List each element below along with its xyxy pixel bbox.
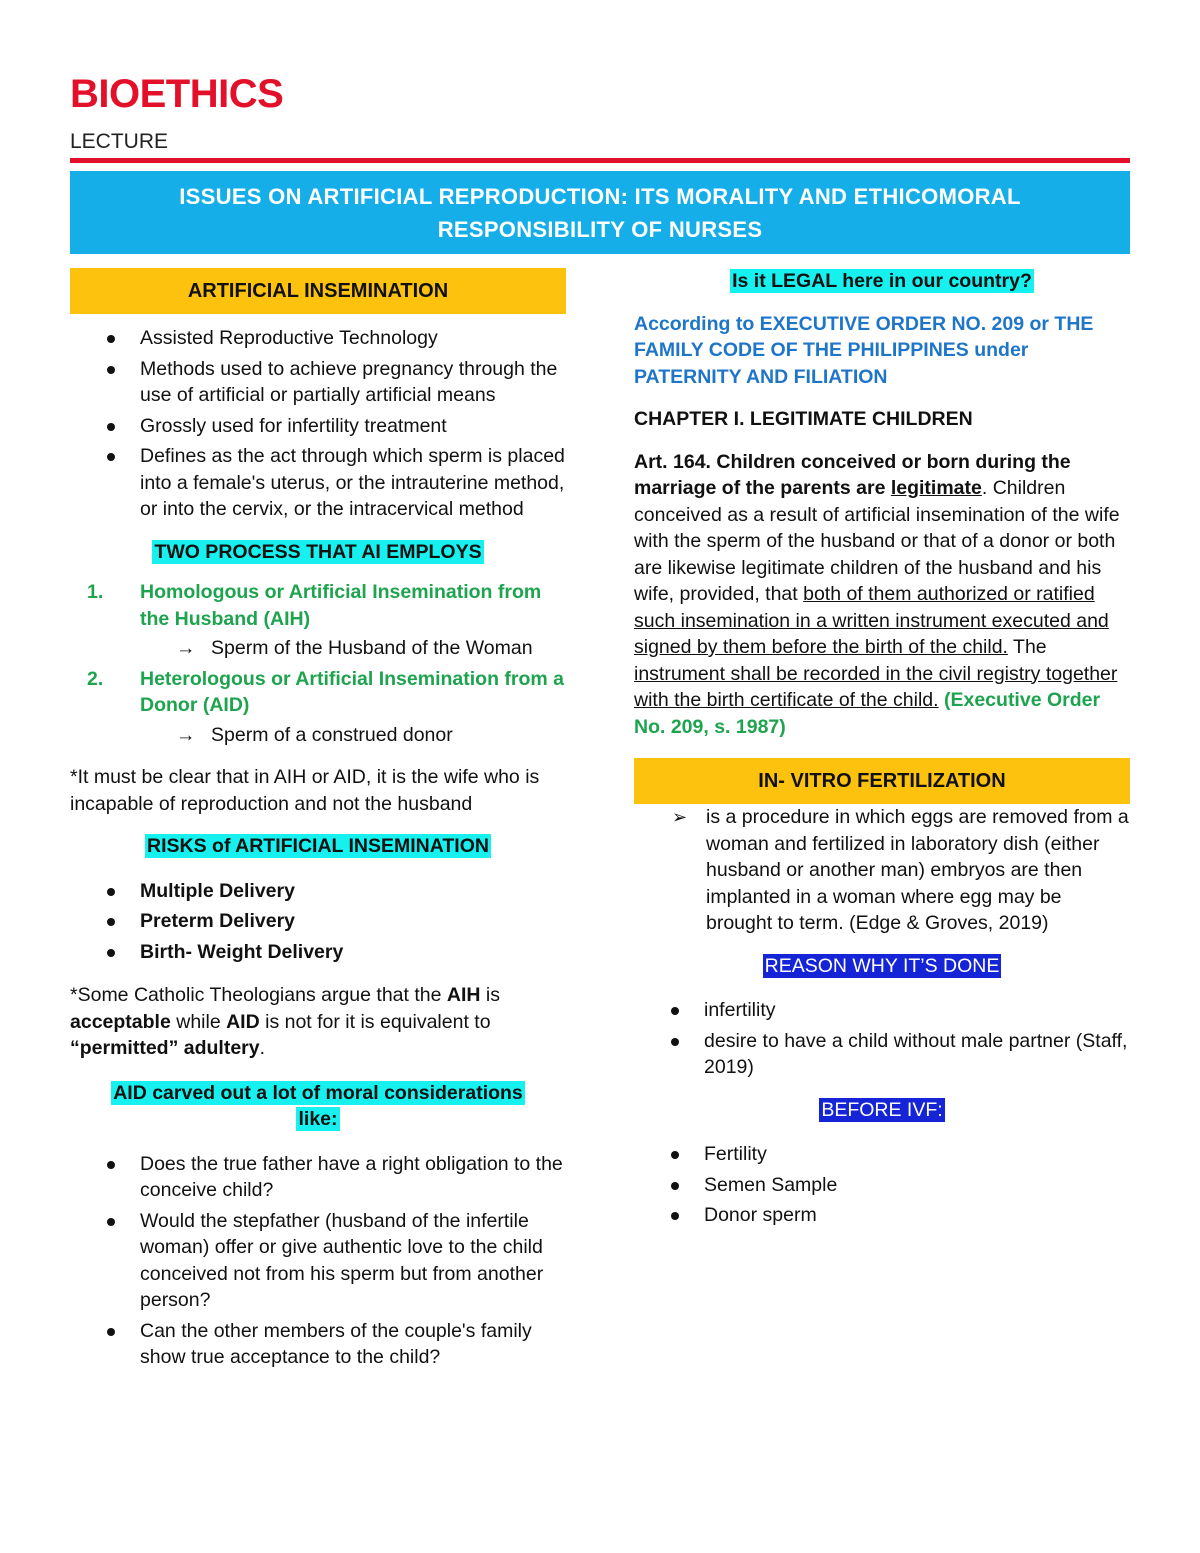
process-number: 1.	[87, 581, 104, 603]
list-item	[634, 804, 1130, 937]
arrowhead-bullet-icon: ➢	[672, 807, 688, 827]
note-text: is	[480, 984, 500, 1006]
banner-line-1: ISSUES ON ARTIFICIAL REPRODUCTION: ITS MORALITY AND ETHICOMORAL	[179, 184, 1021, 209]
list-item: Methods used to achieve pregnancy through the use of artificial or partially artificial means	[70, 356, 566, 409]
process-item	[70, 579, 566, 662]
list-item: Preterm Delivery	[70, 908, 566, 935]
arrow-right-icon: →	[176, 637, 196, 659]
aih-aid-note: *It must be clear that in AIH or AID, it is the wife who is incapable of reproduction and not the husband	[70, 766, 540, 815]
before-ivf-list	[634, 1141, 1130, 1229]
process-list	[70, 579, 566, 748]
list-item: Would the stepfather (husband of the infertile woman) offer or give authentic love to the child conceived not from his sperm but from another person?	[70, 1208, 566, 1314]
list-item: Does the true father have a right obligation to the conceive child?	[70, 1151, 566, 1204]
article-bold-underline: legitimate	[890, 477, 982, 499]
arrow-right-icon: →	[176, 723, 196, 746]
process-detail-text: Sperm of a construed donor	[211, 723, 453, 746]
process-item	[70, 666, 566, 749]
process-number: 2.	[87, 667, 104, 690]
note-bold: “permitted” adultery	[70, 1037, 260, 1059]
list-item: Can the other members of the couple's family show true acceptance to the child?	[70, 1318, 566, 1371]
list-item: Semen Sample	[634, 1172, 1130, 1199]
list-item: Multiple Delivery	[70, 878, 566, 905]
ivf-definition-list	[634, 804, 1130, 937]
list-item: infertility	[634, 997, 1130, 1024]
section-heading-artificial-insemination: ARTIFICIAL INSEMINATION	[70, 268, 566, 314]
subheading-two-process	[70, 539, 566, 566]
note-text: .	[259, 1037, 266, 1059]
list-item: desire to have a child without male partner (Staff, 2019)	[634, 1028, 1130, 1081]
subheading-text: Is it LEGAL here in our country?	[732, 270, 1032, 292]
list-item: Assisted Reproductive Technology	[70, 325, 566, 352]
catholic-theologians-note	[70, 982, 566, 1062]
note-text: is not for it is equivalent to	[259, 1010, 491, 1033]
process-detail-text: Sperm of the Husband of the Woman	[211, 637, 533, 659]
subheading-text: TWO PROCESS THAT AI EMPLOYS	[154, 540, 482, 563]
article-text: . Children conceived as a result of artificial insemination of the wife with the sperm of the husband or that of a donor or both are likewise legitimate children of the husband and his wife, provided, that	[634, 477, 1120, 605]
document-subtitle: LECTURE	[70, 130, 169, 153]
subheading-risks	[70, 833, 566, 860]
subheading-text: RISKS of ARTIFICIAL INSEMINATION	[147, 835, 489, 857]
executive-order-reference: According to EXECUTIVE ORDER NO. 209 or THE FAMILY CODE OF THE PHILIPPINES under PATERNITY AND FILIATION	[634, 312, 1094, 388]
process-title: Homologous or Artificial Insemination from the Husband (AIH)	[140, 581, 542, 630]
article-citation: (Executive Order No. 209, s. 1987)	[634, 689, 1101, 738]
chapter-heading: CHAPTER I. LEGITIMATE CHILDREN	[634, 408, 973, 430]
note-bold: AID	[226, 1010, 260, 1033]
list-item: Fertility	[634, 1141, 1130, 1168]
subheading-text: AID carved out a lot of moral considerations	[113, 1081, 523, 1104]
article-bold: Art. 164. Children conceived or born during the marriage of the parents are	[634, 450, 1071, 499]
process-detail	[140, 635, 566, 662]
ivf-description: is a procedure in which eggs are removed from a woman and fertilized in laboratory dish (either husband or another man) embryos are then implanted in a woman where egg may be brought to term. (Edge & Groves, 2019)	[706, 806, 1129, 934]
subheading-text: BEFORE IVF:	[821, 1098, 943, 1121]
list-item: Donor sperm	[634, 1202, 1130, 1229]
note-bold: AIH	[446, 984, 481, 1006]
list-item: Birth- Weight Delivery	[70, 939, 566, 966]
risks-list	[70, 878, 566, 966]
process-title: Heterologous or Artificial Insemination from a Donor (AID)	[140, 667, 565, 716]
topic-banner	[70, 171, 1130, 254]
article-164	[634, 449, 1130, 741]
subheading-moral-considerations	[70, 1080, 566, 1133]
banner-line-2: RESPONSIBILITY OF NURSES	[437, 217, 763, 242]
process-detail	[140, 722, 566, 749]
note-bold: acceptable	[70, 1010, 171, 1033]
reasons-list	[634, 997, 1130, 1081]
right-column	[634, 268, 1130, 1229]
note-text: while	[170, 1010, 227, 1033]
article-underline: both of them authorized or ratified such insemination in a written instrument executed and signed by them before the birth of the child.	[634, 583, 1109, 658]
subheading-before-ivf	[634, 1097, 1130, 1124]
list-item: Defines as the act through which sperm is placed into a female's uterus, or the intrauterine method, or into the cervix, or the intracervical method	[70, 443, 566, 523]
ai-definition-list	[70, 325, 566, 523]
article-underline: instrument shall be recorded in the civil registry together with the birth certificate of the child.	[634, 662, 1118, 711]
subheading-legal	[634, 268, 1130, 295]
moral-questions-list	[70, 1151, 566, 1371]
list-item: Grossly used for infertility treatment	[70, 413, 566, 440]
section-heading-ivf: IN- VITRO FERTILIZATION	[634, 758, 1130, 804]
article-text: The	[1007, 636, 1047, 658]
subheading-text: like:	[298, 1108, 338, 1130]
subheading-reason	[634, 953, 1130, 980]
document-title: BIOETHICS	[70, 72, 284, 116]
left-column	[70, 268, 566, 1371]
title-divider	[70, 158, 1130, 163]
note-text: *Some Catholic Theologians argue that the	[70, 984, 447, 1006]
subheading-text: REASON WHY IT’S DONE	[764, 954, 1000, 977]
